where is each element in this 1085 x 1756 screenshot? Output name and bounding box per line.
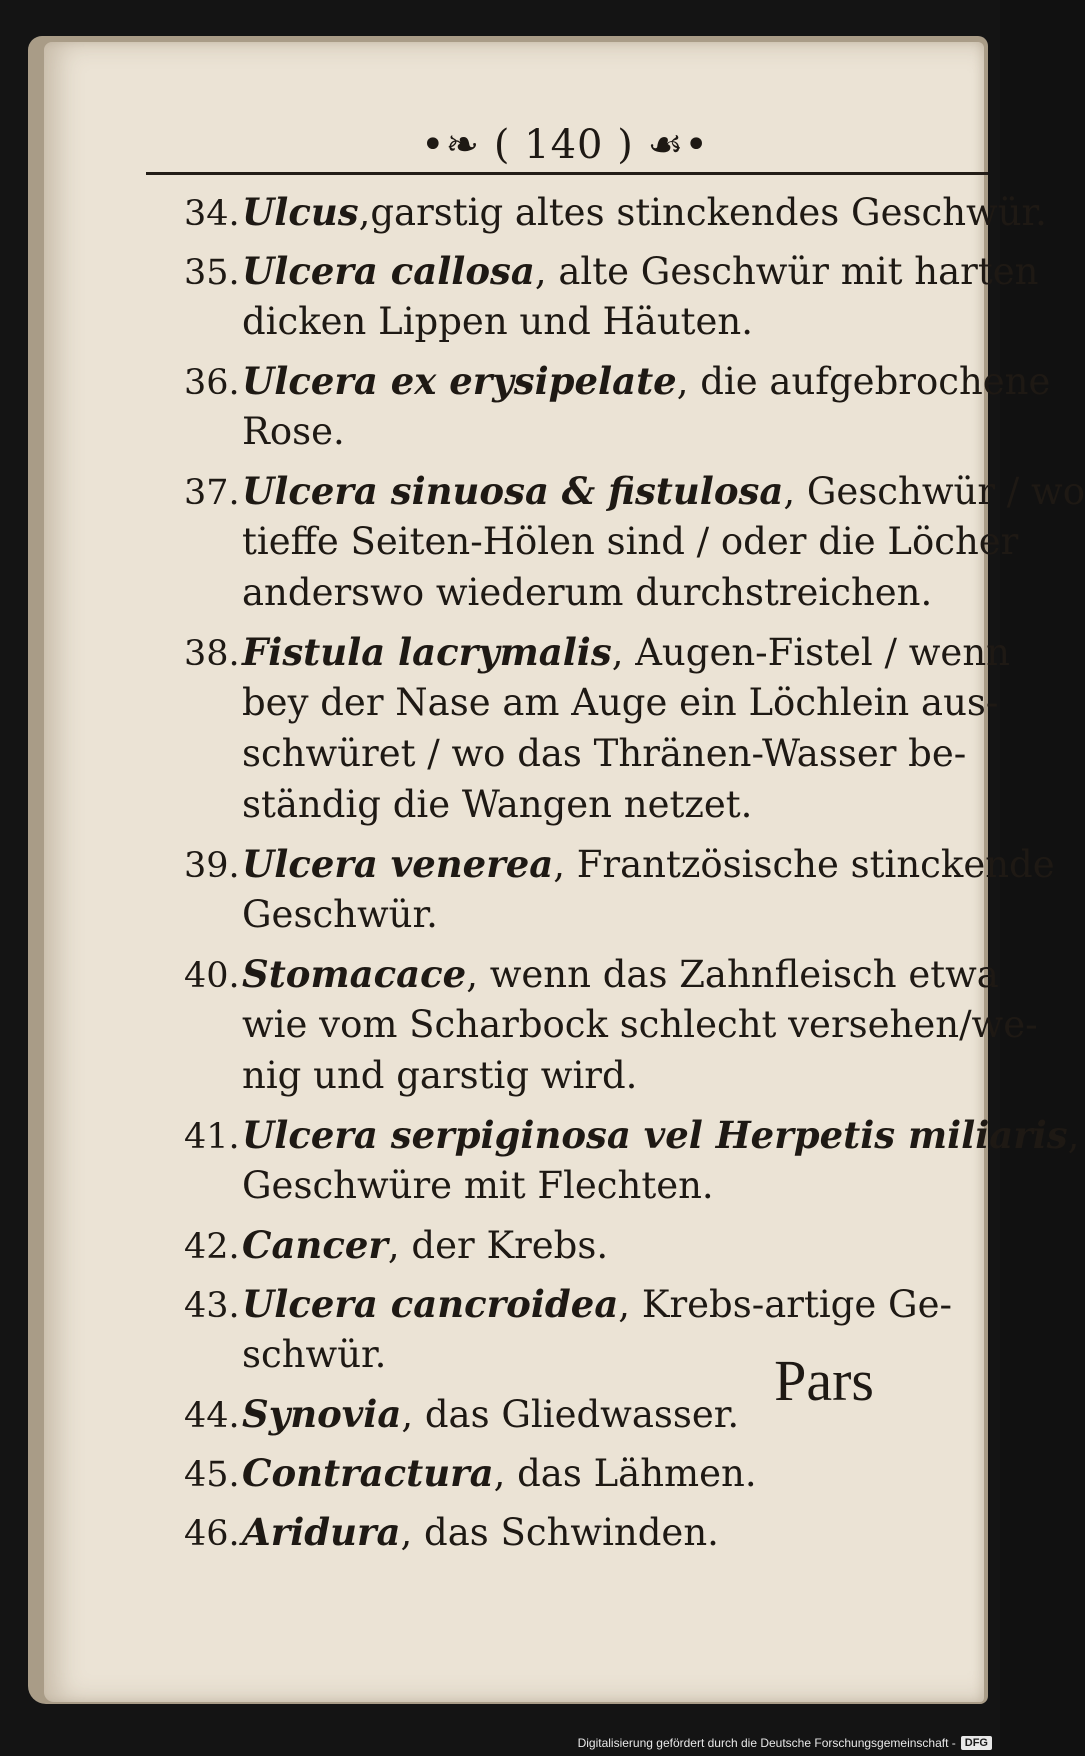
entry-text: wie vom Scharbock schlecht versehen/we- <box>242 1003 1038 1046</box>
list-item <box>184 952 1038 1105</box>
list-item <box>184 1282 1030 1384</box>
entry-number: 37. <box>184 473 240 513</box>
entry-term: Stomacace <box>242 952 467 996</box>
entry-text: schwüret / wo das Thränen-Wasser be- <box>242 732 967 775</box>
entry-text: Geschwüre mit Flechten. <box>242 1164 714 1207</box>
entry-text: , das Lähmen. <box>493 1452 757 1495</box>
list-item <box>184 359 1051 461</box>
entry-term: Ulcera sinuosa & fistulosa <box>242 469 784 513</box>
entry-number: 36. <box>184 363 240 403</box>
entry-number: 39. <box>184 846 240 886</box>
entry-text: ,garstig altes stinckendes Geschwür. <box>358 191 1047 234</box>
entry-term: Ulcera venerea <box>242 842 554 886</box>
entry-term: Ulcus <box>242 190 359 234</box>
book-page <box>44 42 1085 1702</box>
catchword: Pars <box>774 1348 874 1413</box>
entry-term: Ulcera callosa <box>242 249 535 293</box>
entry-term: Aridura <box>242 1510 401 1554</box>
entry-term: Ulcera ex erysipelate <box>242 359 677 403</box>
entry-text: ständig die Wangen netzet. <box>242 783 753 826</box>
entry-text: , das Schwinden. <box>400 1511 719 1554</box>
entry-text: , alte Geschwür mit harten <box>534 250 1039 293</box>
entry-text: , Krebs-artige Ge- <box>618 1283 952 1326</box>
entry-text: , die aufgebrochene <box>676 360 1051 403</box>
entry-text: , Frantzösische stinckende <box>553 843 1055 886</box>
entry-term: Cancer <box>242 1223 388 1267</box>
list-item <box>184 469 1085 622</box>
entry-term: Fistula lacrymalis <box>242 630 612 674</box>
list-item <box>184 1392 1030 1443</box>
entry-list <box>184 190 1085 1569</box>
entry-text: , Augen-Fistel / wenn <box>611 631 1010 674</box>
list-item <box>184 249 1039 351</box>
entry-text: bey der Nase am Auge ein Löchlein aus- <box>242 681 999 724</box>
entry-number: 35. <box>184 253 240 293</box>
dfg-logo: DFG <box>961 1736 992 1750</box>
entry-number: 41. <box>184 1117 240 1157</box>
list-item <box>184 630 1030 834</box>
credit-text: Digitalisierung gefördert durch die Deutsche Forschungsgemeinschaft - <box>577 1736 956 1750</box>
entry-text: Rose. <box>242 410 345 453</box>
entry-text: , Geschwür / wo <box>783 470 1085 513</box>
list-item <box>184 1223 1030 1274</box>
entry-number: 38. <box>184 634 240 674</box>
entry-text: schwür. <box>242 1333 387 1376</box>
page-header: •❧ ( 140 ) ☙• <box>421 122 709 168</box>
entry-text: anderswo wiederum durchstreichen. <box>242 571 933 614</box>
entry-number: 34. <box>184 194 240 234</box>
entry-term: Synovia <box>242 1392 402 1436</box>
entry-text: , das Gliedwasser. <box>401 1393 740 1436</box>
entry-number: 45. <box>184 1455 240 1495</box>
entry-text: , <box>1067 1114 1080 1157</box>
list-item <box>184 842 1055 944</box>
header-rule <box>146 172 988 175</box>
entry-term: Ulcera serpiginosa vel Herpetis miliaris <box>242 1113 1068 1157</box>
list-item <box>184 1510 1030 1561</box>
entry-text: Geschwür. <box>242 893 438 936</box>
entry-text: tieffe Seiten-Hölen sind / oder die Löcher <box>242 520 1019 563</box>
digitization-credit <box>578 1736 992 1750</box>
entry-text: nig und garstig wird. <box>242 1054 638 1097</box>
entry-term: Ulcera cancroidea <box>242 1282 619 1326</box>
entry-number: 43. <box>184 1286 240 1326</box>
entry-number: 40. <box>184 956 240 996</box>
list-item <box>184 1113 1080 1215</box>
entry-number: 46. <box>184 1514 240 1554</box>
entry-term: Contractura <box>242 1451 494 1495</box>
entry-text: dicken Lippen und Häuten. <box>242 300 754 343</box>
list-item <box>184 190 1047 241</box>
list-item <box>184 1451 1030 1502</box>
entry-text: , wenn das Zahnfleisch etwa <box>466 953 999 996</box>
entry-number: 44. <box>184 1396 240 1436</box>
entry-number: 42. <box>184 1227 240 1267</box>
entry-text: , der Krebs. <box>387 1224 609 1267</box>
